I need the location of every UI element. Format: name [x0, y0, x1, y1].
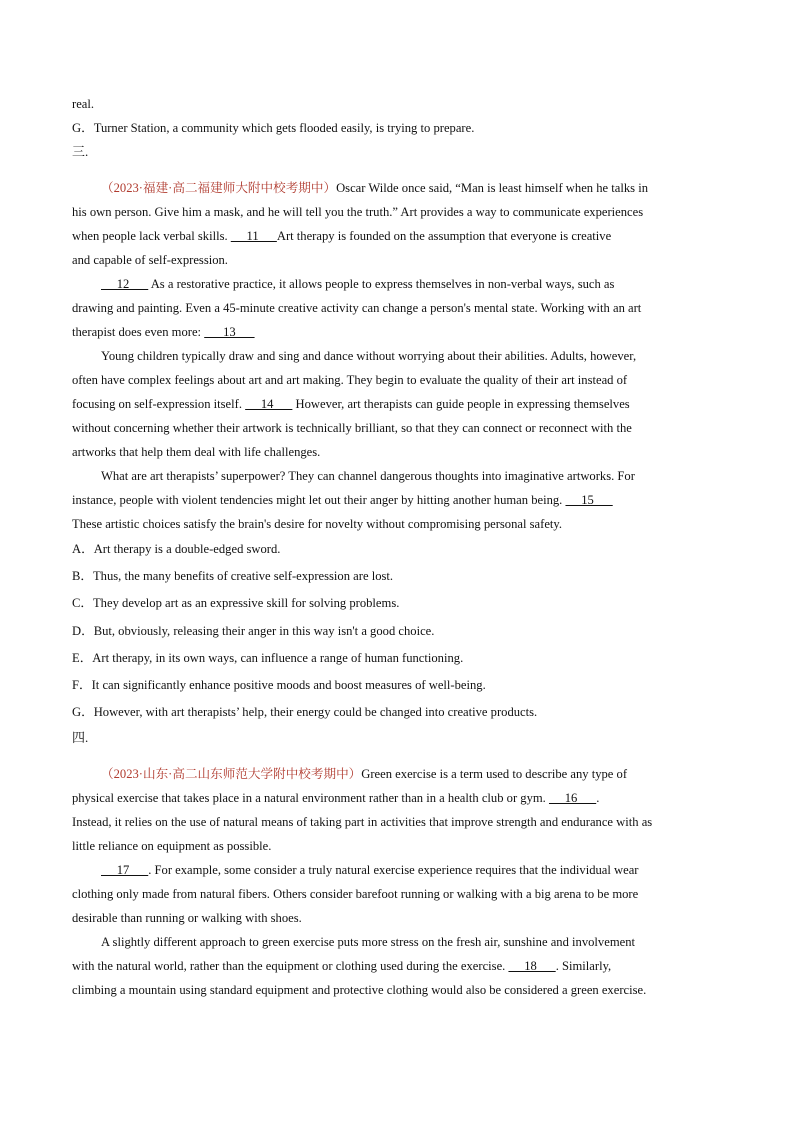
blank-14[interactable]: 14 — [245, 397, 293, 411]
paragraph-line: Young children typically draw and sing and dance without worrying about their abilities. Adults, however, — [101, 349, 637, 363]
passage-4 — [72, 762, 722, 1002]
paragraph-line: often have complex feelings about art and art making. They begin to evaluate the quality of their art instead of — [72, 373, 628, 387]
option-e: E．Art therapy, in its own ways, can influence a range of human functioning. — [72, 650, 464, 665]
paragraph-line: desirable than running or walking with shoes. — [72, 911, 302, 926]
section-heading-3: 三. — [72, 144, 89, 159]
paragraph-line: Instead, it relies on the use of natural means of taking part in activities that improve strength and endurance with as — [72, 815, 653, 830]
document-page — [72, 92, 722, 1002]
passage-3 — [72, 176, 722, 726]
option-f: F．It can significantly enhance positive moods and boost measures of well-being. — [72, 678, 486, 693]
paragraph-line: These artistic choices satisfy the brain's desire for novelty without compromising personal safety. — [72, 517, 563, 531]
paragraph-line: and capable of self-expression. — [72, 253, 228, 267]
blank-15[interactable]: 15 — [565, 493, 613, 507]
paragraph-line: climbing a mountain using standard equipment and protective clothing would also be considered a green exercise. — [72, 983, 647, 998]
source-label: （2023·福建·高二福建师大附中校考期中） — [101, 181, 337, 195]
paragraph-line: without concerning whether their artwork is technically brilliant, so that they can connect or reconnect with the — [72, 421, 632, 435]
blank-16[interactable]: 16 — [548, 791, 597, 806]
blank-18[interactable]: 18 — [508, 959, 556, 974]
paragraph-line: artworks that help them deal with life challenges. — [72, 445, 321, 459]
option-d: D．But, obviously, releasing their anger in this way isn't a good choice. — [72, 623, 435, 638]
paragraph-line: 17 . For example, some consider a truly natural exercise experience requires that the individual wear — [101, 863, 639, 878]
paragraph-line: clothing only made from natural fibers. Others consider barefoot running or walking with a big arena to be more — [72, 887, 639, 902]
paragraph-line: 12 As a restorative practice, it allows people to express themselves in non-verbal ways, such as — [101, 277, 615, 291]
blank-17[interactable]: 17 — [101, 863, 149, 878]
option-a: A．Art therapy is a double-edged sword. — [72, 542, 281, 556]
paragraph-line: with the natural world, rather than the equipment or clothing used during the exercise. 18 . Similarly, — [72, 959, 612, 974]
paragraph-line: （2023·福建·高二福建师大附中校考期中）Oscar Wilde once said, “Man is least himself when he talks in — [101, 181, 649, 195]
option-c: C．They develop art as an expressive skill for solving problems. — [72, 596, 400, 611]
paragraph-line: （2023·山东·高二山东师范大学附中校考期中）Green exercise is a term used to describe any type of — [101, 767, 628, 782]
paragraph-line: therapist does even more: 13 — [72, 325, 255, 339]
source-label: （2023·山东·高二山东师范大学附中校考期中） — [101, 767, 362, 782]
paragraph-line: little reliance on equipment as possible. — [72, 839, 272, 854]
blank-13[interactable]: 13 — [204, 325, 255, 339]
option-g: G．However, with art therapists’ help, their energy could be changed into creative products. — [72, 705, 538, 720]
option-g-previous: G．Turner Station, a community which gets flooded easily, is trying to prepare. — [72, 121, 475, 135]
paragraph-line: his own person. Give him a mask, and he will tell you the truth.” Art provides a way to communicate experiences — [72, 205, 644, 219]
section-heading-4: 四. — [72, 730, 89, 746]
paragraph-line: instance, people with violent tendencies might let out their anger by hitting another human being. 15 — [72, 493, 613, 507]
paragraph-line: physical exercise that takes place in a natural environment rather than in a health club or gym. 16 . — [72, 791, 600, 806]
text-line: real. — [72, 97, 95, 111]
paragraph-line: A slightly different approach to green exercise puts more stress on the fresh air, sunshine and involvement — [101, 935, 636, 950]
blank-11[interactable]: 11 — [230, 229, 277, 243]
paragraph-line: when people lack verbal skills. 11 Art therapy is founded on the assumption that everyone is creative — [72, 229, 612, 243]
paragraph-line: focusing on self-expression itself. 14 However, art therapists can guide people in expressing themselves — [72, 397, 630, 411]
paragraph-line: What are art therapists’ superpower? They can channel dangerous thoughts into imaginative artworks. For — [101, 469, 635, 483]
option-b: B．Thus, the many benefits of creative self-expression are lost. — [72, 569, 394, 584]
paragraph-line: drawing and painting. Even a 45-minute creative activity can change a person's mental state. Working with an art — [72, 301, 642, 315]
blank-12[interactable]: 12 — [101, 277, 149, 291]
